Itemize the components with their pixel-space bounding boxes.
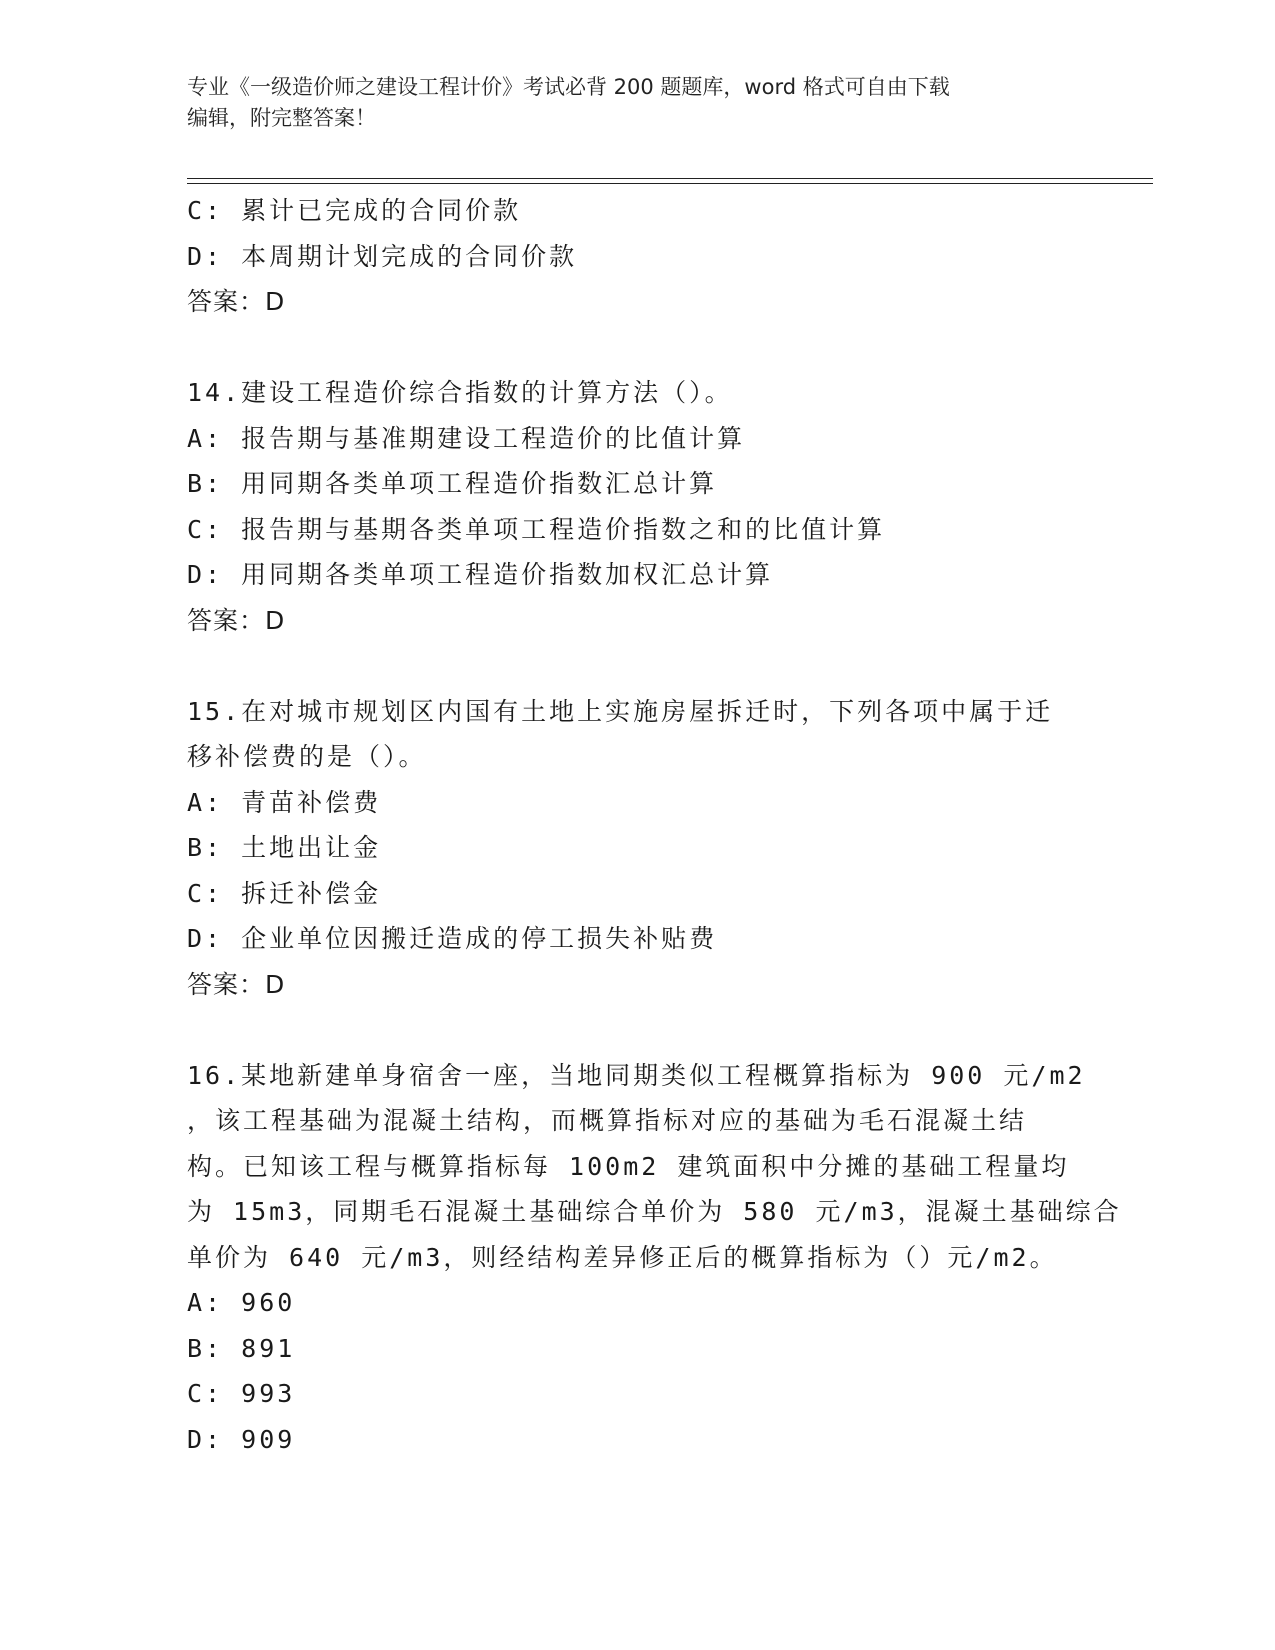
option-d: D: 企业单位因搬迁造成的停工损失补贴费 xyxy=(187,924,718,953)
spacer xyxy=(187,643,1087,689)
answer: 答案：D xyxy=(187,969,286,999)
option-c: C: 累计已完成的合同价款 xyxy=(187,196,522,225)
question-text-line-3: 构。已知该工程与概算指标每 100m2 建筑面积中分摊的基础工程量均 xyxy=(187,1151,1070,1181)
question-text-line-5: 单价为 640 元/m3，则经结构差异修正后的概算指标为（）元/m2。 xyxy=(187,1242,1058,1272)
option-b: B: 土地出让金 xyxy=(187,833,382,862)
header-divider-top xyxy=(187,178,1153,179)
option-b: B: 891 xyxy=(187,1333,296,1363)
spacer xyxy=(187,1007,1087,1053)
question-14 xyxy=(187,370,1087,643)
answer: 答案：D xyxy=(187,287,286,316)
option-d: D: 本周期计划完成的合同价款 xyxy=(187,241,578,271)
option-d: D: 909 xyxy=(187,1424,296,1454)
question-text-line-1: 15.在对城市规划区内国有土地上实施房屋拆迁时，下列各项中属于迁 xyxy=(187,696,1054,726)
option-a: A: 960 xyxy=(187,1288,296,1317)
option-c: C: 993 xyxy=(187,1379,296,1408)
question-text-line-2: 移补偿费的是（）。 xyxy=(187,742,427,771)
spacer xyxy=(187,325,1087,371)
header-line-2: 编辑，附完整答案！ xyxy=(187,106,376,130)
header-divider-bottom xyxy=(187,183,1153,184)
header-line-1: 专业《一级造价师之建设工程计价》考试必背 200 题题库，word 格式可自由下载 xyxy=(187,75,950,99)
question-15 xyxy=(187,689,1087,1008)
answer: 答案：D xyxy=(187,605,286,635)
document-header xyxy=(187,72,1067,134)
question-text-line-2: ，该工程基础为混凝土结构，而概算指标对应的基础为毛石混凝土结 xyxy=(187,1106,1028,1135)
option-a: A: 报告期与基准期建设工程造价的比值计算 xyxy=(187,423,746,453)
option-c: C: 拆迁补偿金 xyxy=(187,878,382,908)
question-text: 14.建设工程造价综合指数的计算方法（）。 xyxy=(187,378,733,407)
option-c: C: 报告期与基期各类单项工程造价指数之和的比值计算 xyxy=(187,514,886,544)
question-16 xyxy=(187,1053,1122,1463)
option-a: A: 青苗补偿费 xyxy=(187,787,382,817)
question-list xyxy=(187,188,1122,1462)
option-d: D: 用同期各类单项工程造价指数加权汇总计算 xyxy=(187,560,774,589)
question-text-line-4: 为 15m3，同期毛石混凝土基础综合单价为 580 元/m3，混凝土基础综合 xyxy=(187,1197,1122,1226)
question-text-line-1: 16.某地新建单身宿舍一座，当地同期类似工程概算指标为 900 元/m2 xyxy=(187,1060,1086,1090)
option-b: B: 用同期各类单项工程造价指数汇总计算 xyxy=(187,469,718,498)
question-13 xyxy=(187,188,1087,325)
